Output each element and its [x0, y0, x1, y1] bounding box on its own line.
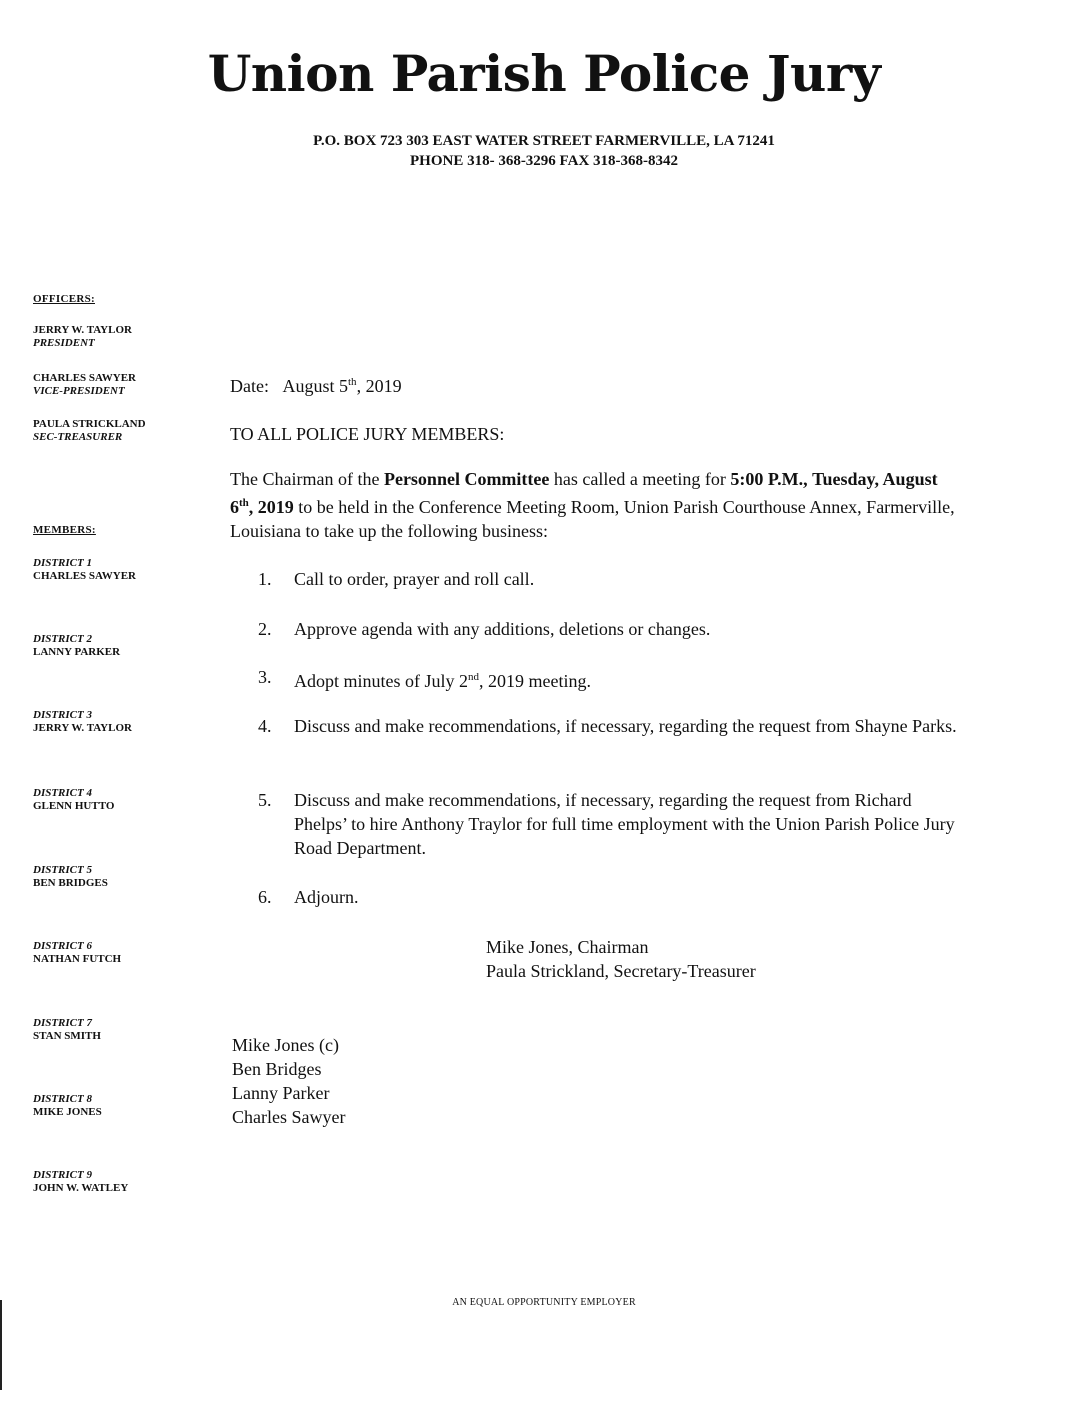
- member-name: GLENN HUTTO: [33, 800, 115, 812]
- signature-secretary: Paula Strickland, Secretary-Treasurer: [486, 961, 756, 981]
- committee-member: Lanny Parker: [232, 1083, 330, 1103]
- member-name: BEN BRIDGES: [33, 877, 108, 889]
- committee-member: Charles Sawyer: [232, 1107, 346, 1127]
- scan-edge-line: [0, 1300, 2, 1390]
- officer-entry: [33, 372, 136, 398]
- member-district: DISTRICT 6: [33, 940, 92, 952]
- member-district: DISTRICT 3: [33, 709, 92, 721]
- officer-entry: [33, 324, 132, 350]
- agenda-item: 3. Adopt minutes of July 2nd, 2019 meeting.: [258, 667, 591, 691]
- officer-role: VICE-PRESIDENT: [33, 385, 125, 397]
- member-district: DISTRICT 8: [33, 1093, 92, 1105]
- officers-heading: OFFICERS:: [33, 293, 95, 305]
- agenda-item: 6. Adjourn.: [258, 887, 359, 907]
- officer-name: PAULA STRICKLAND: [33, 418, 146, 430]
- agenda-item: 1. Call to order, prayer and roll call.: [258, 569, 535, 589]
- letter-date: Date: August 5th, 2019: [230, 376, 402, 396]
- letterhead-phone-fax: PHONE 318- 368-3296 FAX 318-368-8342: [409, 153, 679, 169]
- member-entry: [33, 787, 114, 813]
- committee-name: Personnel Committee: [383, 469, 550, 489]
- member-district: DISTRICT 2: [33, 633, 92, 645]
- member-entry: [33, 1017, 101, 1043]
- officer-name: JERRY W. TAYLOR: [33, 324, 132, 336]
- member-district: DISTRICT 9: [33, 1169, 92, 1181]
- member-entry: [33, 633, 120, 659]
- member-name: JERRY W. TAYLOR: [33, 722, 132, 734]
- agenda-item: 2. Approve agenda with any additions, deletions or changes.: [258, 619, 711, 639]
- letterhead-title: Union Parish Police Jury: [207, 44, 881, 103]
- officer-entry: [33, 418, 146, 444]
- meeting-time: 5:00 P.M.,: [730, 469, 808, 489]
- committee-member: Ben Bridges: [232, 1059, 322, 1079]
- member-entry: [33, 557, 136, 583]
- member-district: DISTRICT 4: [33, 787, 92, 799]
- signature-chairman: Mike Jones, Chairman: [486, 937, 649, 957]
- member-name: LANNY PARKER: [33, 646, 121, 658]
- member-name: MIKE JONES: [33, 1106, 102, 1118]
- meeting-day: Tuesday, August 6th, 2019: [230, 469, 938, 517]
- intro-paragraph: The Chairman of the Personnel Committee has called a meeting for 5:00 P.M., Tuesday, August 6th, 2019 to be held in the Conference Meeting Room, Union Parish Courthouse Annex, Farmerville, Louisiana to take up the following business:: [230, 469, 955, 541]
- member-entry: [33, 864, 108, 890]
- salutation: TO ALL POLICE JURY MEMBERS:: [230, 424, 505, 444]
- member-entry: [33, 1093, 102, 1119]
- member-name: NATHAN FUTCH: [33, 953, 122, 965]
- member-entry: [33, 709, 132, 735]
- committee-member: Mike Jones (c): [232, 1035, 339, 1055]
- agenda-item: 5. Discuss and make recommendations, if necessary, regarding the request from Richard Phelps’ to hire Anthony Traylor for full time employment with the Union Parish Police Jury Road Department.: [258, 790, 955, 858]
- member-district: DISTRICT 5: [33, 864, 92, 876]
- member-entry: [33, 940, 121, 966]
- member-district: DISTRICT 1: [33, 557, 92, 569]
- footer-eoe: AN EQUAL OPPORTUNITY EMPLOYER: [452, 1297, 636, 1308]
- officer-name: CHARLES SAWYER: [33, 372, 136, 384]
- member-name: CHARLES SAWYER: [33, 570, 136, 582]
- member-entry: [33, 1169, 128, 1195]
- member-name: STAN SMITH: [33, 1030, 101, 1042]
- member-district: DISTRICT 7: [33, 1017, 92, 1029]
- member-name: JOHN W. WATLEY: [33, 1182, 129, 1194]
- officer-role: PRESIDENT: [33, 337, 95, 349]
- letterhead-address: P.O. BOX 723 303 EAST WATER STREET FARMERVILLE, LA 71241: [313, 133, 775, 149]
- agenda-item: 4. Discuss and make recommendations, if necessary, regarding the request from Shayne Parks.: [258, 716, 957, 736]
- officer-role: SEC-TREASURER: [33, 431, 123, 443]
- members-heading: MEMBERS:: [33, 524, 96, 536]
